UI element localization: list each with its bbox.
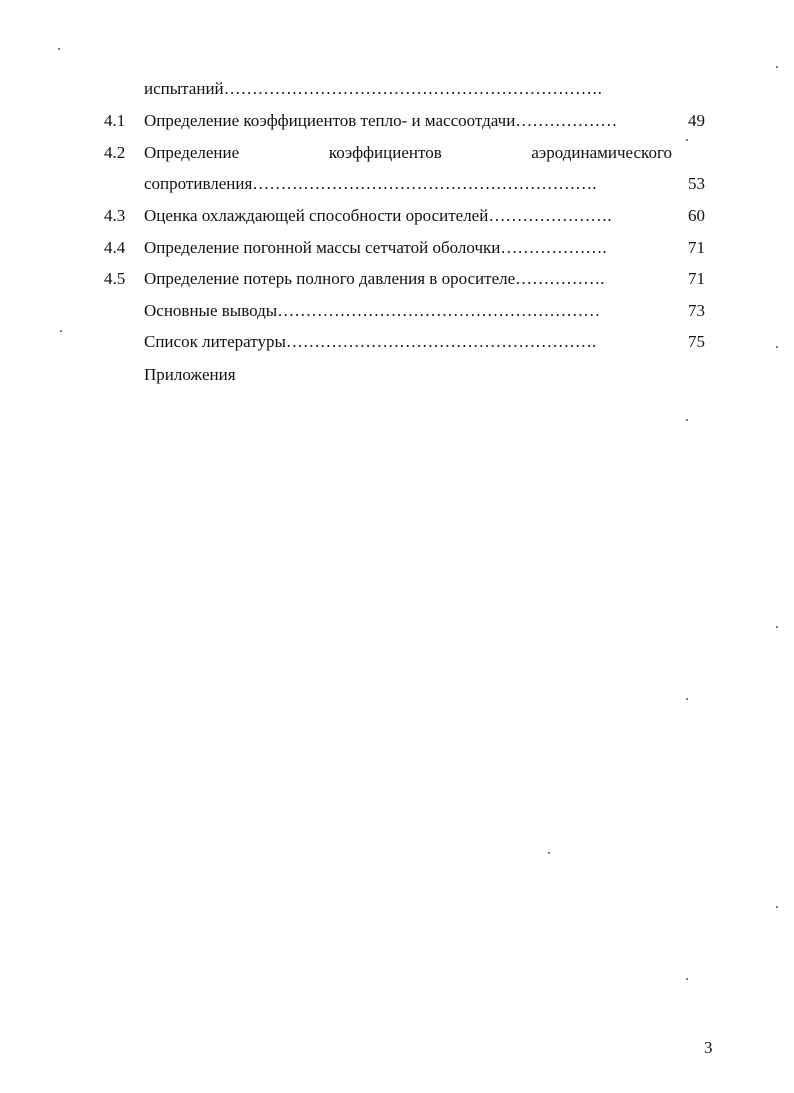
toc-title-word: Определение — [144, 143, 240, 162]
toc-page-number: 73 — [688, 301, 705, 320]
toc-title-justified — [144, 141, 672, 165]
toc-page-number: 71 — [688, 269, 705, 288]
toc-title: Список литературы………………………………………………. — [144, 332, 597, 351]
toc-title: Оценка охлаждающей способности оросителей…………………. — [144, 206, 612, 225]
scan-speck — [776, 626, 778, 628]
toc-number: 4.2 — [104, 143, 126, 162]
scan-speck — [548, 852, 550, 854]
toc-title: Определение потерь полного давления в оросителе……………. — [144, 269, 605, 288]
toc-entry-4-5[interactable] — [0, 267, 794, 291]
toc-entry-4-3[interactable] — [0, 204, 794, 228]
scan-speck — [776, 906, 778, 908]
toc-entry-4-4[interactable] — [0, 236, 794, 260]
toc-page-number: 71 — [688, 238, 705, 257]
toc-number: 4.1 — [104, 111, 126, 130]
scan-speck — [686, 419, 688, 421]
toc-entry-appendices[interactable] — [0, 363, 794, 387]
toc-title-word: коэффициентов — [328, 143, 442, 162]
toc-entry-conclusions[interactable] — [0, 299, 794, 323]
toc-number: 4.5 — [104, 269, 126, 288]
toc-title: Основные выводы………………………………………………… — [144, 301, 601, 320]
page-number: 3 — [704, 1038, 713, 1057]
toc-title: Приложения — [144, 365, 236, 384]
toc-page-number: 75 — [688, 332, 705, 351]
toc-title: сопротивления……………………………………………………. — [144, 174, 597, 193]
toc-title: Определение погонной массы сетчатой оболочки………………. — [144, 238, 607, 257]
toc-page-number: 53 — [688, 174, 705, 193]
scan-speck — [60, 330, 62, 332]
toc-entry-references[interactable] — [0, 330, 794, 354]
toc-entry-4-2-continued[interactable] — [0, 172, 794, 196]
toc-continuation-line — [0, 77, 794, 101]
toc-entry-4-2[interactable] — [0, 141, 794, 165]
toc-number: 4.3 — [104, 206, 126, 225]
scan-speck — [686, 698, 688, 700]
toc-page-number: 49 — [688, 111, 705, 130]
toc-number: 4.4 — [104, 238, 126, 257]
scan-speck — [686, 139, 688, 141]
scan-speck — [776, 66, 778, 68]
scan-speck — [58, 48, 60, 50]
toc-title-word: аэродинамического — [531, 143, 672, 162]
toc-entry-4-1[interactable] — [0, 109, 794, 133]
toc-title: испытаний…………………………………………………………. — [144, 79, 602, 98]
toc-page-number: 60 — [688, 206, 705, 225]
scan-speck — [776, 346, 778, 348]
scan-speck — [686, 978, 688, 980]
toc-title: Определение коэффициентов тепло- и массоотдачи……………… — [144, 111, 618, 130]
